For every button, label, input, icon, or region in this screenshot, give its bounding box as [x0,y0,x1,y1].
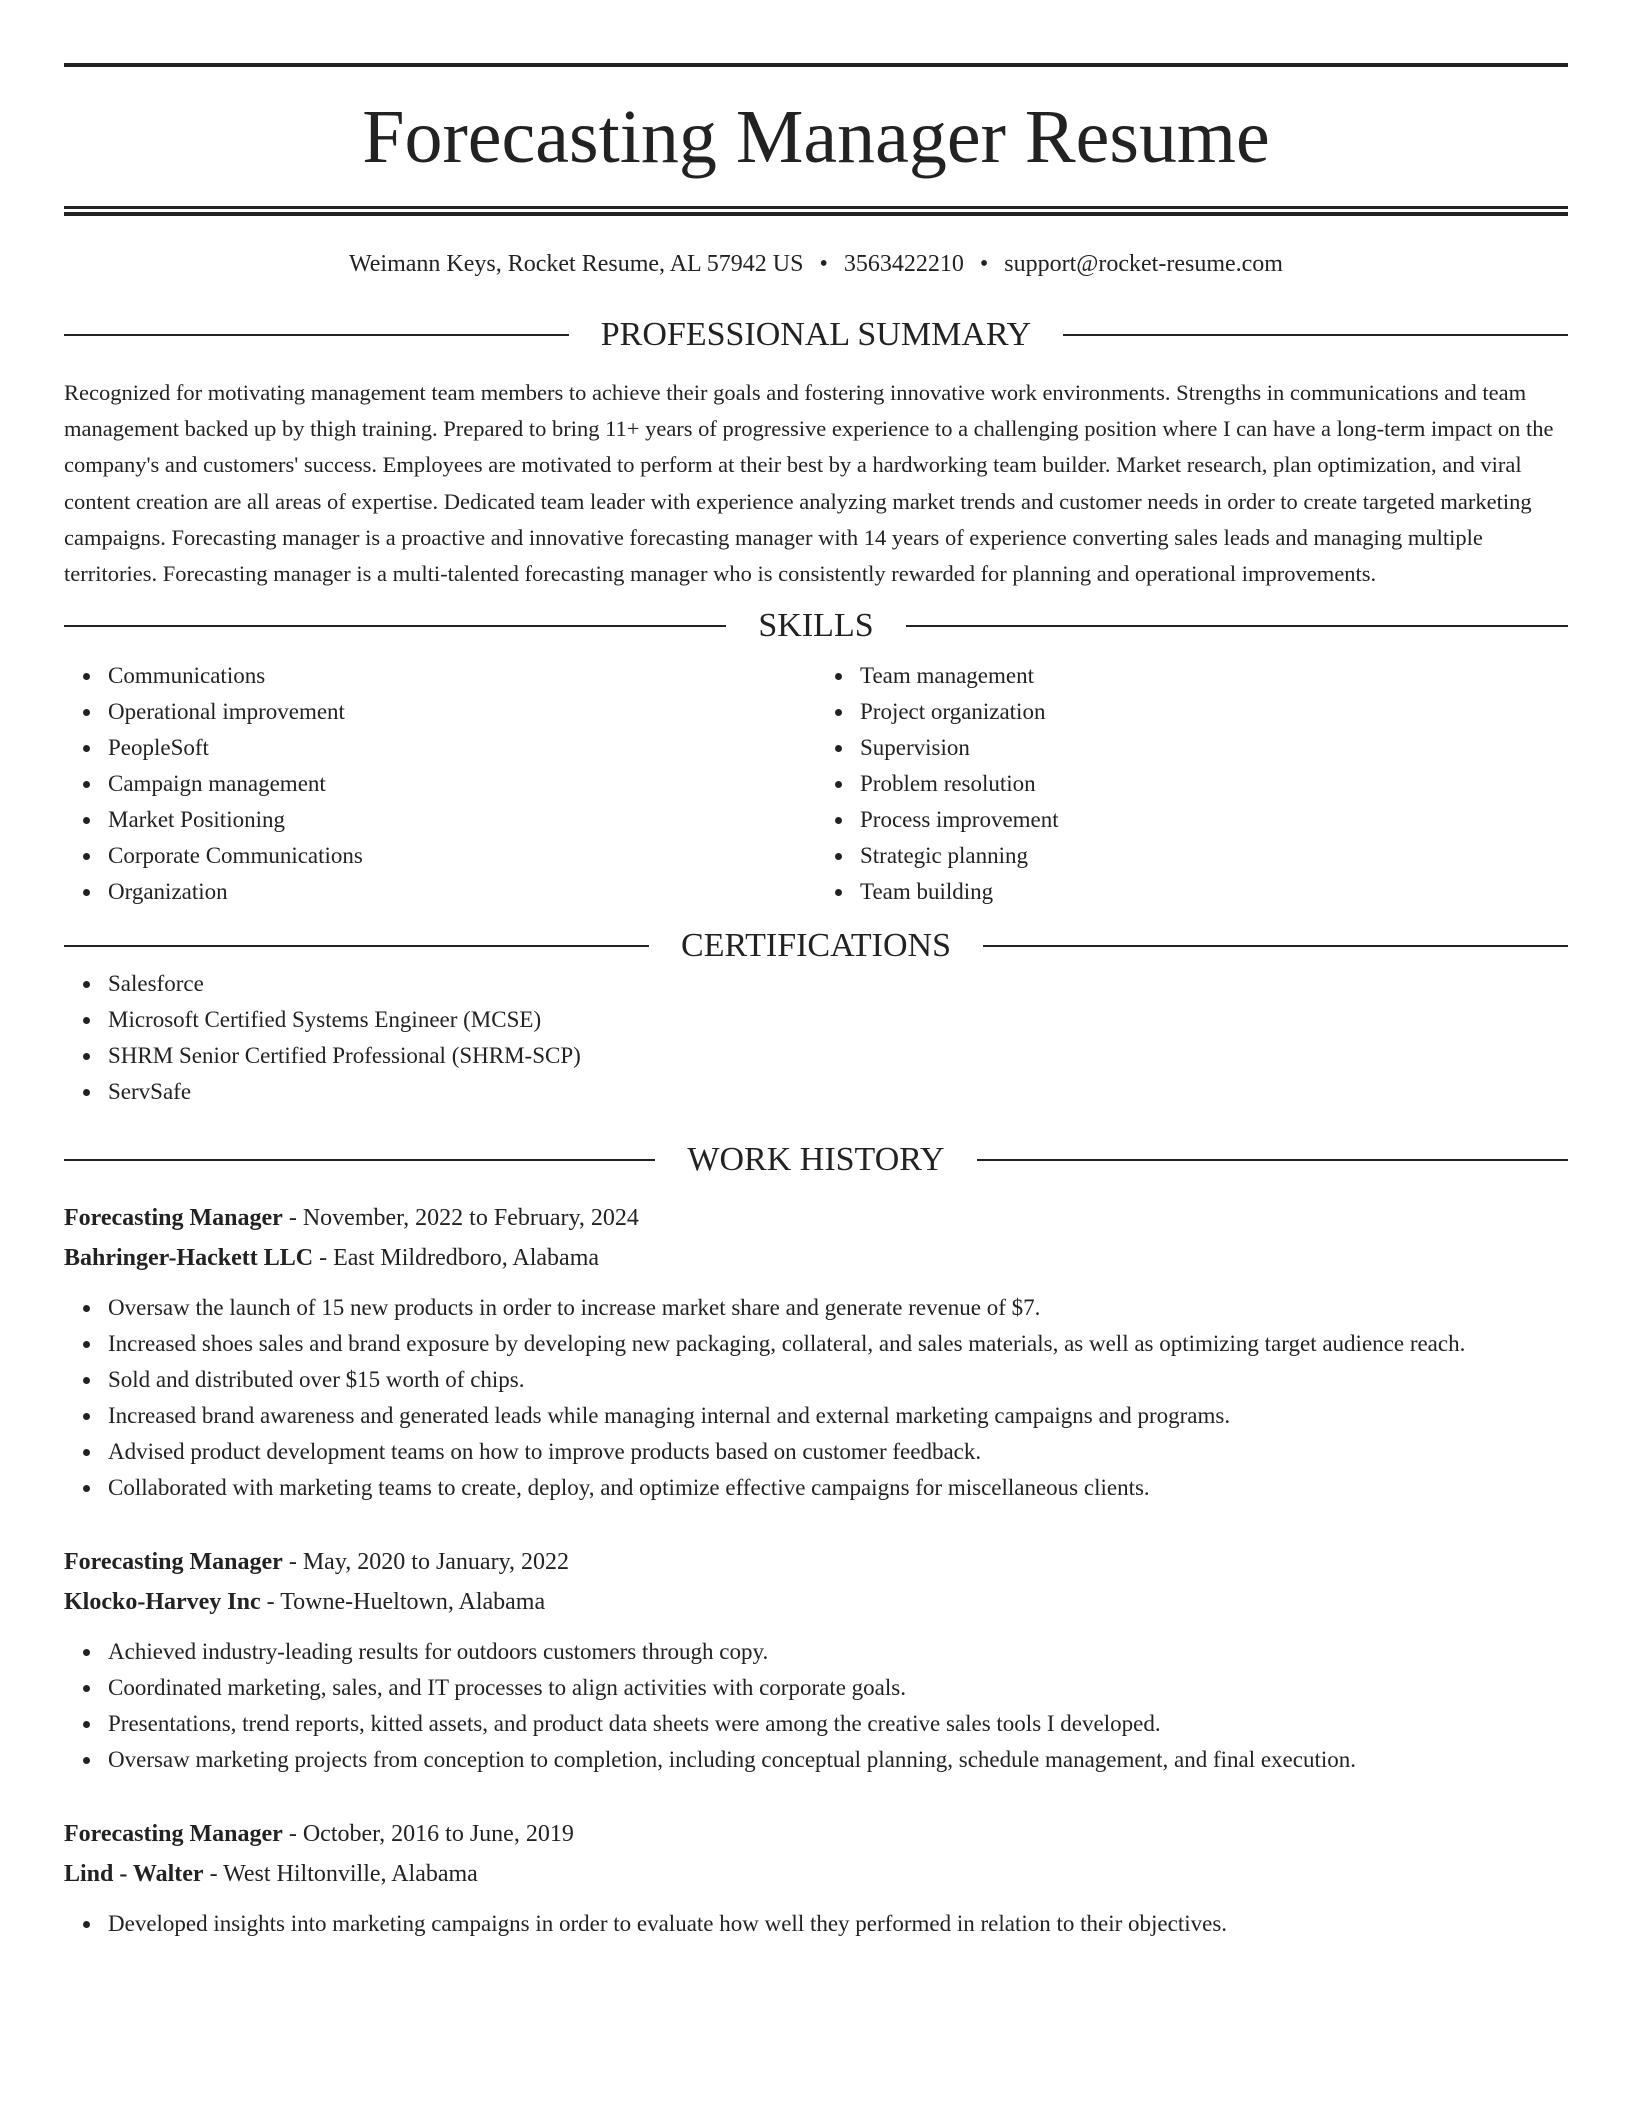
contact-separator: • [979,251,989,277]
skill-item: Communications [108,658,816,694]
skill-item: PeopleSoft [108,730,816,766]
skill-item: Operational improvement [108,694,816,730]
title-double-rule [64,206,1568,216]
section-rule-right [1063,334,1568,336]
section-header-work-history [64,1140,1568,1180]
contact-separator: • [819,251,828,277]
job-duty-item: Oversaw the launch of 15 new products in order to increase market share and generate revenue of $7. [108,1290,1568,1326]
section-header-summary [64,315,1568,355]
section-title-certifications: CERTIFICATIONS [681,927,951,965]
job-dates: - May, 2020 to January, 2022 [282,1549,570,1576]
job-duties-list [64,1906,1568,1942]
resume-content [64,0,1568,1942]
top-rule [64,63,1568,67]
skills-grid [64,658,1568,910]
certification-item: Salesforce [108,966,1568,1002]
job-title-line [64,1542,1568,1582]
job-duties-list [64,1290,1568,1506]
section-title-skills: SKILLS [758,607,874,645]
job-duty-item: Oversaw marketing projects from conception to completion, including conceptual planning, schedule management, and final execution. [108,1742,1568,1778]
job-duty-item: Coordinated marketing, sales, and IT processes to align activities with corporate goals. [108,1670,1568,1706]
skill-item: Corporate Communications [108,838,816,874]
job-location: - East Mildredboro, Alabama [313,1245,600,1272]
job-entry [64,1198,1568,1506]
job-duty-item: Increased shoes sales and brand exposure by developing new packaging, collateral, and sales materials, as well as optimizing target audience reach. [108,1326,1568,1362]
job-company: Bahringer-Hackett LLC [64,1245,314,1272]
job-duties-list [64,1634,1568,1778]
contact-line [64,249,1568,279]
contact-phone: 3563422210 [843,251,964,277]
skill-item: Problem resolution [860,766,1568,802]
job-company-line [64,1238,1568,1278]
skill-item: Campaign management [108,766,816,802]
job-duty-item: Achieved industry-leading results for outdoors customers through copy. [108,1634,1568,1670]
job-title: Forecasting Manager [64,1821,283,1848]
skill-item: Team building [860,874,1568,910]
job-title: Forecasting Manager [64,1549,283,1576]
job-title: Forecasting Manager [64,1205,283,1232]
job-company-line [64,1854,1568,1894]
certification-item: ServSafe [108,1074,1568,1110]
professional-summary-text: Recognized for motivating management team members to achieve their goals and fostering innovative work environments. Strengths in communications and team management backed up by thigh training. Prepared to bring 11+ years of progressive experience to a challenging position where I can have a long-term impact on the company's and customers' success. Employees are motivated to perform at their best by a hardworking team builder. Market research, plan optimization, and viral content creation are all areas of expertise. Dedicated team leader with experience analyzing market trends and customer needs in order to create targeted marketing campaigns. Forecasting manager is a proactive and innovative forecasting manager with 14 years of experience converting sales leads and managing multiple territories. Forecasting manager is a multi-talented forecasting manager who is consistently rewarded for planning and operational improvements. [64,380,1554,587]
job-entry [64,1814,1568,1942]
job-duty-item: Increased brand awareness and generated leads while managing internal and external marketing campaigns and programs. [108,1398,1568,1434]
skills-list-right [816,658,1568,910]
section-rule-right [983,945,1568,947]
skill-item: Strategic planning [860,838,1568,874]
certifications-list [64,966,1568,1110]
job-company-line [64,1582,1568,1622]
job-title-line [64,1198,1568,1238]
job-company: Klocko-Harvey Inc [64,1589,261,1616]
job-location: - West Hiltonville, Alabama [203,1861,478,1888]
skill-item: Supervision [860,730,1568,766]
contact-email: support@rocket-resume.com [1004,251,1283,277]
section-rule-right [906,625,1568,627]
job-dates: - November, 2022 to February, 2024 [282,1205,639,1232]
skill-item: Organization [108,874,816,910]
job-title-line [64,1814,1568,1854]
section-rule-left [64,945,649,947]
section-title-work-history: WORK HISTORY [687,1141,945,1179]
skill-item: Market Positioning [108,802,816,838]
skill-item: Project organization [860,694,1568,730]
section-rule-left [64,625,726,627]
job-location: - Towne-Hueltown, Alabama [260,1589,546,1616]
resume-title: Forecasting Manager Resume [362,95,1270,179]
section-rule-left [64,334,569,336]
section-header-skills [64,606,1568,646]
section-title-summary: PROFESSIONAL SUMMARY [600,316,1032,353]
section-rule-left [64,1159,655,1161]
job-duty-item: Presentations, trend reports, kitted assets, and product data sheets were among the creative sales tools I developed. [108,1706,1568,1742]
job-duty-item: Developed insights into marketing campaigns in order to evaluate how well they performed in relation to their objectives. [108,1906,1568,1942]
skill-item: Process improvement [860,802,1568,838]
certification-item: Microsoft Certified Systems Engineer (MCSE) [108,1002,1568,1038]
contact-address: Weimann Keys, Rocket Resume, AL 57942 US [349,251,804,277]
job-duty-item: Collaborated with marketing teams to create, deploy, and optimize effective campaigns for miscellaneous clients. [108,1470,1568,1506]
certification-item: SHRM Senior Certified Professional (SHRM-SCP) [108,1038,1568,1074]
skill-item: Team management [860,658,1568,694]
job-duty-item: Advised product development teams on how to improve products based on customer feedback. [108,1434,1568,1470]
job-dates: - October, 2016 to June, 2019 [282,1821,574,1848]
job-entry [64,1542,1568,1778]
job-duty-item: Sold and distributed over $15 worth of chips. [108,1362,1568,1398]
section-header-certifications [64,926,1568,966]
section-rule-right [977,1159,1568,1161]
job-company: Lind - Walter [64,1861,204,1888]
skills-list-left [64,658,816,910]
